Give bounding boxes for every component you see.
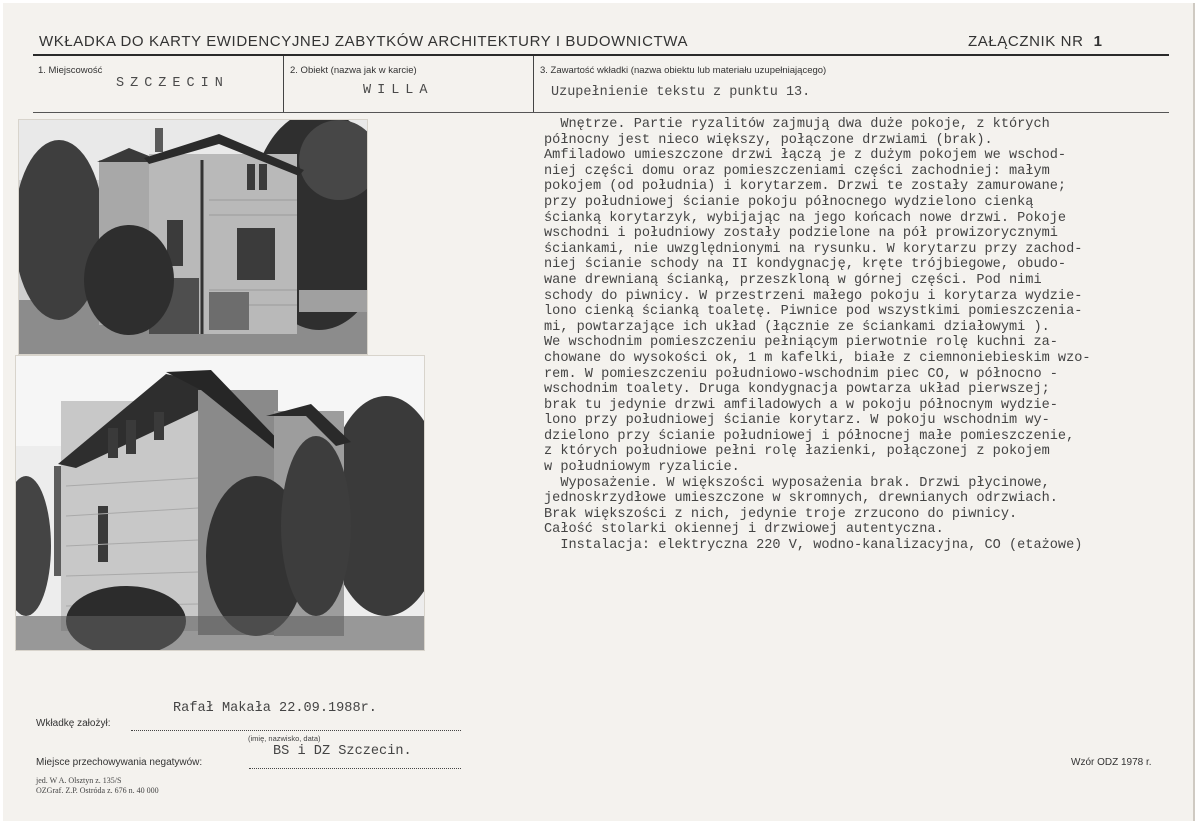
content-label: 3. Zawartość wkładki (nazwa obiektu lub materiału uzupełniającego) xyxy=(540,65,827,76)
annex-label-text: ZAŁĄCZNIK NR xyxy=(968,33,1084,50)
printer-line-1: jed. W A. Olsztyn z. 135/S xyxy=(36,776,122,785)
annex-label xyxy=(968,33,1103,50)
storage-label: Miejsce przechowywania negatywów: xyxy=(36,757,203,768)
header-rule xyxy=(33,54,1169,56)
created-by-value: Rafał Makała 22.09.1988r. xyxy=(173,701,377,716)
field-divider xyxy=(283,56,284,112)
printer-line-2: OZGraf. Z.P. Ostróda z. 676 n. 40 000 xyxy=(36,786,159,795)
printer-imprint xyxy=(36,776,159,796)
description-text: Wnętrze. Partie ryzalitów zajmują dwa duże pokoje, z których północny jest nieco większy, połączone drzwiami (brak). Amfiladowo umieszczone drzwi łączą je z dużym pokojem we wschod- niej części domu oraz pomieszczeniami części zachodniej: małym pokojem (od południa) i korytarzem. Drzwi te zostały zamurowane; przy południowej ścianie pokoju północnego wydzielono cienką ścianką korytarzyk, wybijając na jego końcach nowe drzwi. Pokoje wschodni i południowy zostały podzielone na pół prowizorycznymi ściankami, nie uwzględnionymi na rysunku. W korytarzu przy zachod- niej ścianie schody na II kondygnację, kręte trójbiegowe, obudo- wane drewnianą ścianką, przeszkloną w górnej części. Pod nimi schody do piwnicy. W przestrzeni małego pokoju i korytarza wydzie- lono cienką ścianką toaletę. Piwnice pod wszystkimi pomieszczenia- mi, powtarzające ich układ (łącznie ze ściankami działowymi ). We wschodnim pomieszczeniu pełniącym pierwotnie rolę kuchni za- chowane do wysokości ok, 1 m kafelki, białe z ciemnoniebieskim wzo- rem. W pomieszczeniu południowo-wschodnim piec CO, w północno - wschodnim toalety. Druga kondygnacja powtarza układ pierwszej; brak tu jedynie drzwi amfiladowych a w pokoju północnym wydzie- lono przy południowej ścianie korytarz. W pokoju wschodnim wy- dzielono przy ścianie południowej i północnej małe pomieszczenie, z których południowe pełni rolę łazienki, połączonej z pokojem w południowym ryzalicie. Wyposażenie. W większości wyposażenia brak. Drzwi płycinowe, jednoskrzydłowe umieszczone w skromnych, drewnianych odrzwiach. Brak większości z nich, jedynie troje zrzucono do piwnicy. Całość stolarki okiennej i drzwiowej autentyczna. Instalacja: elektryczna 220 V, wodno-kanalizacyjna, CO (etażowe) xyxy=(544,117,1091,554)
created-by-line xyxy=(131,729,461,731)
storage-line xyxy=(249,767,461,769)
field-divider xyxy=(533,56,534,112)
fields-rule xyxy=(33,112,1169,113)
locality-value: SZCZECIN xyxy=(116,76,229,91)
storage-value: BS i DZ Szczecin. xyxy=(273,744,412,759)
villa-photo-top xyxy=(18,119,368,355)
locality-label: 1. Miejscowość xyxy=(38,65,103,76)
form-code: Wzór ODZ 1978 r. xyxy=(1071,757,1152,768)
object-label: 2. Obiekt (nazwa jak w karcie) xyxy=(290,65,417,76)
created-by-label: Wkładkę założył: xyxy=(36,718,111,729)
object-value: WILLA xyxy=(363,83,434,98)
villa-photo-bottom xyxy=(15,355,425,651)
content-value: Uzupełnienie tekstu z punktu 13. xyxy=(551,85,811,100)
card-title: WKŁADKA DO KARTY EWIDENCYJNEJ ZABYTKÓW ARCHITEKTURY I BUDOWNICTWA xyxy=(39,33,689,50)
created-by-hint: (imię, nazwisko, data) xyxy=(248,734,321,743)
inventory-card xyxy=(3,3,1195,821)
annex-number: 1 xyxy=(1093,33,1103,50)
